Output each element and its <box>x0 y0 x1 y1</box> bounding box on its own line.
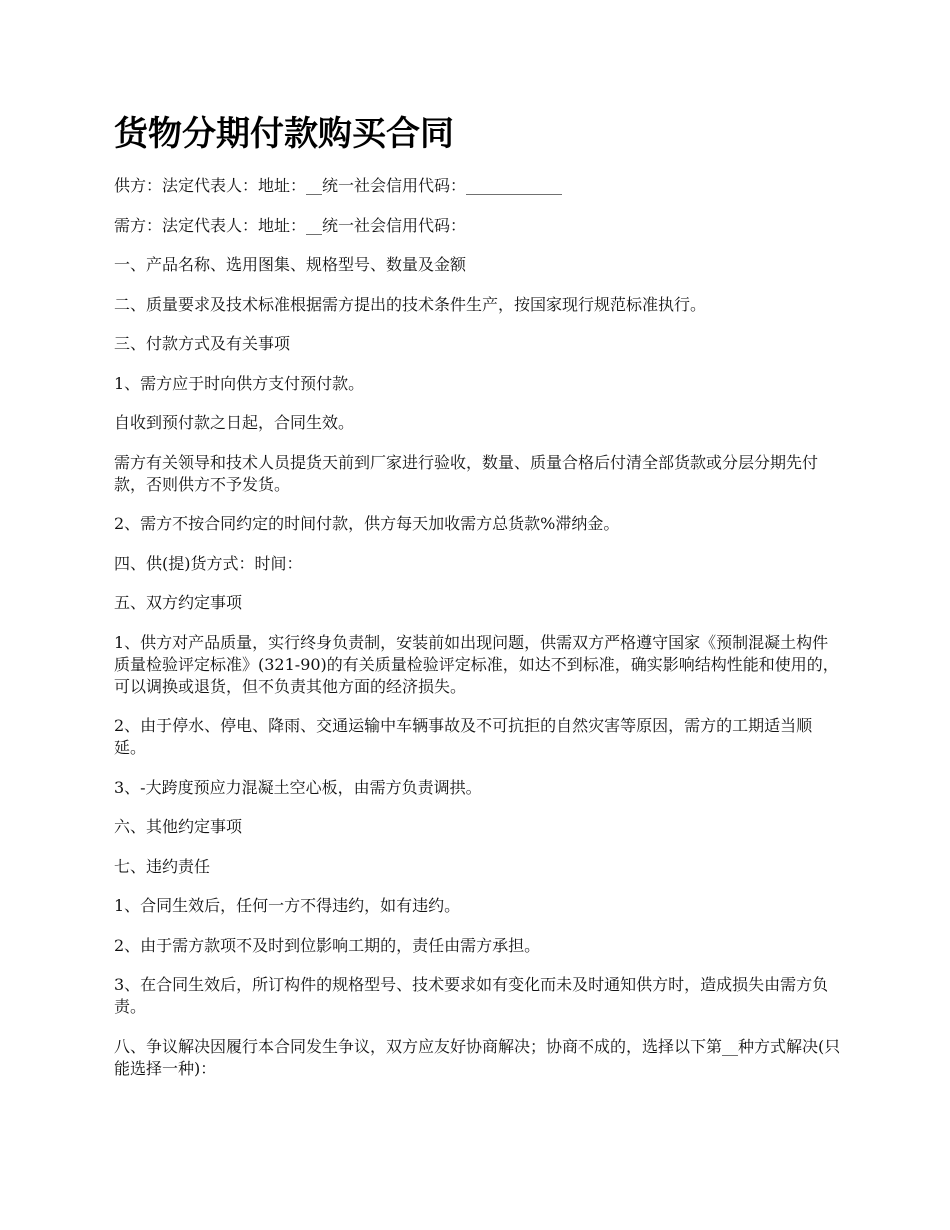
clause-5-2: 2、由于停水、停电、降雨、交通运输中车辆事故及不可抗拒的自然灾害等原因，需方的工期适当顺延。 <box>114 716 813 757</box>
clause-5-3: 3、-大跨度预应力混凝土空心板，由需方负责调拱。 <box>114 777 482 797</box>
section-4-heading: 四、供(提)货方式：时间： <box>114 553 303 573</box>
clause-5-1: 1、供方对产品质量，实行终身负责制，安装前如出现问题，供需双方严格遵守国家《预制混凝土构件质量检验评定标准》(321-90)的有关质量检验评定标准，如达不到标准，确实影响结构性能和使用的，可以调换或退货，但不负责其他方面的经济损失。 <box>114 632 839 696</box>
clause-3-1: 1、需方应于时向供方支付预付款。 <box>114 373 365 393</box>
clause-7-1: 1、合同生效后，任何一方不得违约，如有违约。 <box>114 896 461 915</box>
supplier-info: 供方：法定代表人：地址：__统一社会信用代码：____________ <box>114 176 563 195</box>
clause-7-2: 2、由于需方款项不及时到位影响工期的，责任由需方承担。 <box>114 935 541 955</box>
section-6-heading: 六、其他约定事项 <box>114 817 243 836</box>
section-2-text: 二、质量要求及技术标准根据需方提出的技术条件生产，按国家现行规范标准执行。 <box>114 294 707 314</box>
clause-3-2: 2、需方不按合同约定的时间付款，供方每天加收需方总货款%滞纳金。 <box>114 514 620 533</box>
section-5-heading: 五、双方约定事项 <box>114 593 243 612</box>
document-page <box>114 110 844 1097</box>
section-3-heading: 三、付款方式及有关事项 <box>114 334 291 353</box>
section-8-text: 八、争议解决因履行本合同发生争议，双方应友好协商解决；协商不成的，选择以下第__种方式解决(只能选择一种)： <box>114 1036 841 1078</box>
section-7-heading: 七、违约责任 <box>114 856 211 876</box>
section-1-heading: 一、产品名称、选用图集、规格型号、数量及金额 <box>114 255 467 274</box>
clause-3-1-inspection: 需方有关领导和技术人员提货天前到厂家进行验收，数量、质量合格后付清全部货款或分层分期先付款，否则供方不予发货。 <box>114 452 819 494</box>
buyer-info: 需方：法定代表人：地址：__统一社会信用代码： <box>114 215 467 235</box>
clause-7-3: 3、在合同生效后，所订构件的规格型号、技术要求如有变化而未及时通知供方时，造成损失由需方负责。 <box>114 975 829 1016</box>
document-title: 货物分期付款购买合同 <box>114 114 454 154</box>
clause-3-1-effect: 自收到预付款之日起，合同生效。 <box>114 413 355 432</box>
